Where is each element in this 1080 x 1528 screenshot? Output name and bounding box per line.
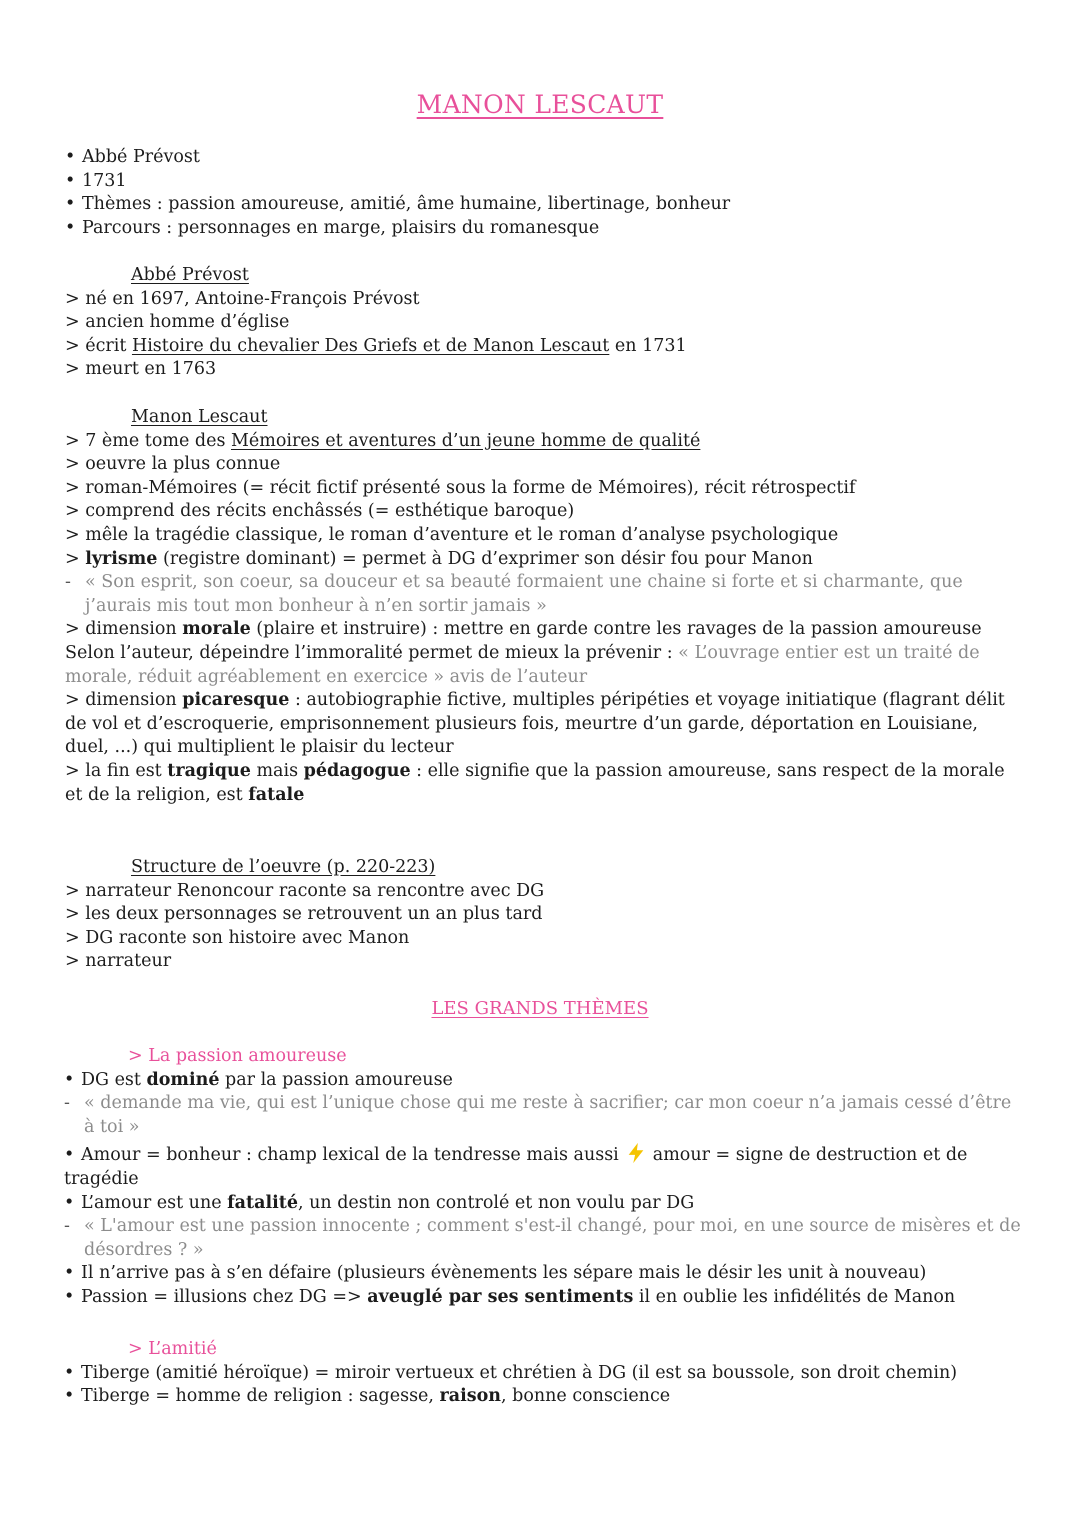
novel-line-fin: > la fin est tragique mais pédagogue : elle signifie que la passion amoureuse, sans respect de la morale et de la religion, est fatale bbox=[65, 760, 1025, 807]
novel-line-mix: > mêle la tragédie classique, le roman d’aventure et le roman d’analyse psychologique bbox=[65, 524, 1025, 548]
structure-line-4: > narrateur bbox=[65, 950, 1025, 974]
author-line-wrote: > écrit Histoire du chevalier Des Griefs et de Manon Lescaut en 1731 bbox=[65, 335, 1025, 359]
passion-bullet-defaire: • Il n’arrive pas à s’en défaire (plusieurs évènements les sépare mais le désir les unit à nouveau) bbox=[64, 1262, 1024, 1286]
page-title: MANON LESCAUT bbox=[416, 90, 664, 119]
passion-bullet-fatalite: • L’amour est une fatalité, un destin non controlé et non voulu par DG bbox=[64, 1192, 1024, 1216]
fatalite-bold: fatalité bbox=[227, 1192, 298, 1213]
friendship-bullet-tiberge: • Tiberge (amitié héroïque) = miroir vertueux et chrétien à DG (il est sa boussole, son droit chemin) bbox=[64, 1362, 1024, 1386]
structure-line-2: > les deux personnages se retrouvent un an plus tard bbox=[65, 903, 1025, 927]
novel-line-morale: > dimension morale (plaire et instruire) : mettre en garde contre les ravages de la passion amoureuse bbox=[65, 618, 1025, 642]
intro-year: • 1731 bbox=[65, 170, 1025, 194]
novel-line-author-opinion: Selon l’auteur, dépeindre l’immoralité permet de mieux la prévenir : « L’ouvrage entier est un traité de morale, réduit agréablement en exercice » avis de l’auteur bbox=[65, 642, 980, 687]
intro-themes: • Thèmes : passion amoureuse, amitié, âme humaine, libertinage, bonheur bbox=[65, 193, 1025, 217]
passion-bullet-bonheur: • Amour = bonheur : champ lexical de la tendresse mais aussi amour = signe de destruction et de tragédie bbox=[64, 1142, 1024, 1191]
passion-section bbox=[64, 1045, 1024, 1310]
lightning-icon bbox=[625, 1142, 647, 1164]
novel-line-enchasses: > comprend des récits enchâssés (= esthétique baroque) bbox=[65, 500, 1025, 524]
novel-line-tome: > 7 ème tome des Mémoires et aventures d’un jeune homme de qualité bbox=[65, 430, 1025, 454]
author-line-death: > meurt en 1763 bbox=[65, 358, 1025, 382]
intro-parcours: • Parcours : personnages en marge, plaisirs du romanesque bbox=[65, 217, 1025, 241]
intro-list bbox=[65, 146, 1025, 240]
author-line-church: > ancien homme d’église bbox=[65, 311, 1025, 335]
friendship-bullet-religion: • Tiberge = homme de religion : sagesse, raison, bonne conscience bbox=[64, 1385, 1024, 1409]
friendship-section bbox=[64, 1338, 1024, 1409]
novel-line-picaresque: > dimension picaresque : autobiographie fictive, multiples péripéties et voyage initiatique (flagrant délit de vol et d’escroquerie, emprisonnement plusieurs fois, meurtre d’un garde, déportation en Louisiane, duel, ...) qui multiplient le plaisir du lecteur bbox=[65, 689, 1025, 760]
book-title: Histoire du chevalier Des Griefs et de Manon Lescaut bbox=[131, 335, 610, 356]
friendship-heading: > L’amitié bbox=[64, 1338, 1024, 1362]
passion-heading: > La passion amoureuse bbox=[64, 1045, 1024, 1069]
structure-line-1: > narrateur Renoncour raconte sa rencontre avec DG bbox=[65, 880, 1025, 904]
structure-heading: Structure de l’oeuvre (p. 220-223) bbox=[131, 857, 436, 877]
passion-quote-innocente: - « L'amour est une passion innocente ; comment s'est-il changé, pour moi, en une source de misères et de désordres ? » bbox=[64, 1215, 1024, 1262]
novel-quote-ouvrage: « L’ouvrage entier est un traité de morale, réduit agréablement en exercice » avis de l’auteur bbox=[65, 642, 980, 687]
novel-quote-esprit: - « Son esprit, son coeur, sa douceur et sa beauté formaient une chaine si forte et si charmante, que j’aurais mis tout mon bonheur à n’en sortir jamais » bbox=[65, 571, 1025, 618]
novel-section bbox=[65, 406, 1025, 807]
author-line-birth: > né en 1697, Antoine-François Prévost bbox=[65, 288, 1025, 312]
structure-line-3: > DG raconte son histoire avec Manon bbox=[65, 927, 1025, 951]
author-heading: Abbé Prévost bbox=[131, 265, 249, 285]
passion-quote-vie: - « demande ma vie, qui est l’unique chose qui me reste à sacrifier; car mon coeur n’a jamais cessé d’être à toi » bbox=[64, 1092, 1024, 1139]
novel-heading: Manon Lescaut bbox=[131, 407, 268, 427]
memoires-title: Mémoires et aventures d’un jeune homme de qualité bbox=[231, 430, 701, 451]
themes-title: LES GRANDS THÈMES bbox=[431, 998, 649, 1019]
structure-section bbox=[65, 856, 1025, 974]
novel-line-memoires: > roman-Mémoires (= récit fictif présenté sous la forme de Mémoires), récit rétrospectif bbox=[65, 477, 1025, 501]
novel-line-known: > oeuvre la plus connue bbox=[65, 453, 1025, 477]
passion-bullet-domine: • DG est dominé par la passion amoureuse bbox=[64, 1069, 1024, 1093]
author-section bbox=[65, 264, 1025, 382]
novel-line-lyrisme: > lyrisme (registre dominant) = permet à DG d’exprimer son désir fou pour Manon bbox=[65, 548, 1025, 572]
intro-author: • Abbé Prévost bbox=[65, 146, 1025, 170]
passion-bullet-illusions: • Passion = illusions chez DG => aveuglé par ses sentiments il en oublie les infidélités de Manon bbox=[64, 1286, 1024, 1310]
